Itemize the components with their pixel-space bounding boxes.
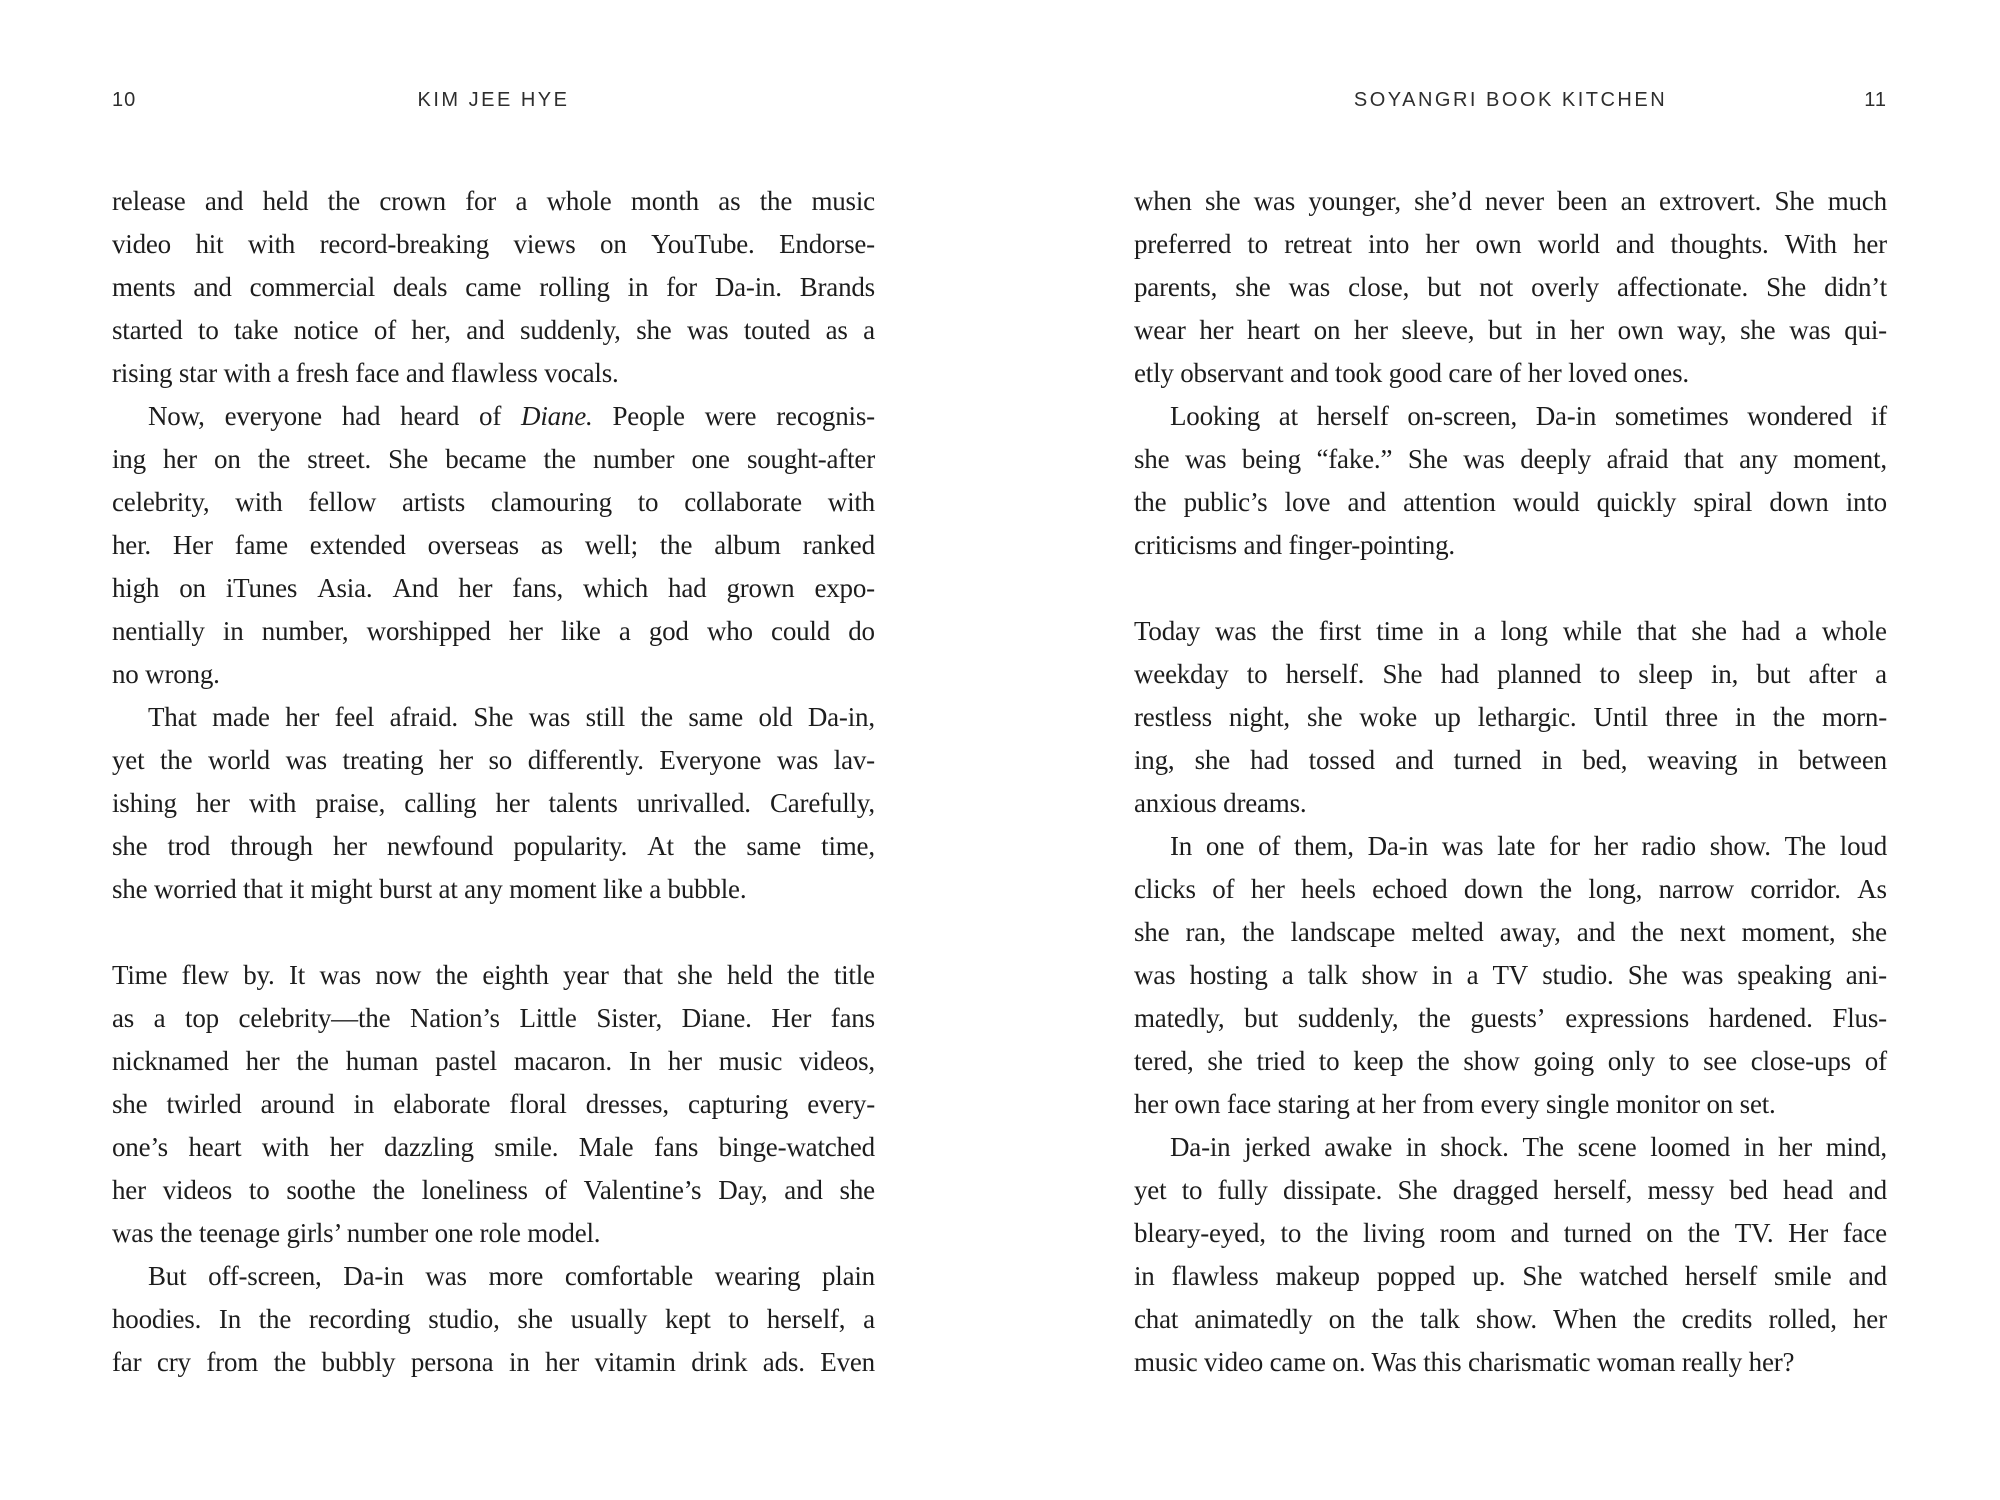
text-line: Today was the first time in a long while that she had a whole	[1134, 616, 1887, 646]
text-line: criticisms and finger-pointing.	[1134, 530, 1455, 560]
text-line: weekday to herself. She had planned to sleep in, but after a	[1134, 659, 1887, 689]
text-line: matedly, but suddenly, the guests’ expressions hardened. Flus-	[1134, 1003, 1887, 1033]
text-line: But off-screen, Da-in was more comfortable wearing plain	[148, 1261, 875, 1291]
paragraph	[112, 1255, 875, 1384]
text-line: ments and commercial deals came rolling in for Da-in. Brands	[112, 272, 875, 302]
text-line: when she was younger, she’d never been an extrovert. She much	[1134, 186, 1887, 216]
text-line: she worried that it might burst at any moment like a bubble.	[112, 874, 747, 904]
text-line: she ran, the landscape melted away, and the next moment, she	[1134, 917, 1887, 947]
text-line: one’s heart with her dazzling smile. Male fans binge-watched	[112, 1132, 875, 1162]
paragraph	[112, 954, 875, 1255]
paragraph	[112, 696, 875, 911]
text-line: her own face staring at her from every single monitor on set.	[1134, 1089, 1776, 1119]
text-line: video hit with record-breaking views on YouTube. Endorse-	[112, 229, 875, 259]
paragraph	[1134, 610, 1887, 825]
text-line: she trod through her newfound popularity. At the same time,	[112, 831, 875, 861]
text-line: tered, she tried to keep the show going only to see close-ups of	[1134, 1046, 1887, 1076]
paragraph	[1134, 825, 1887, 1126]
text-line: the public’s love and attention would quickly spiral down into	[1134, 487, 1887, 517]
text-line: Time flew by. It was now the eighth year that she held the title	[112, 960, 875, 990]
text-line: far cry from the bubbly persona in her vitamin drink ads. Even	[112, 1347, 875, 1377]
text-line: bleary-eyed, to the living room and turned on the TV. Her face	[1134, 1218, 1887, 1248]
text-line: In one of them, Da-in was late for her radio show. The loud	[1170, 831, 1887, 861]
text-line: celebrity, with fellow artists clamouring to collaborate with	[112, 487, 875, 517]
running-head-title: SOYANGRI BOOK KITCHEN	[1353, 89, 1668, 111]
text-line: etly observant and took good care of her loved ones.	[1134, 358, 1689, 388]
paragraph	[1134, 180, 1887, 395]
text-line: ing her on the street. She became the number one sought-after	[112, 444, 875, 474]
text-line: she twirled around in elaborate floral dresses, capturing every-	[112, 1089, 875, 1119]
text-line: she was being “fake.” She was deeply afraid that any moment,	[1134, 444, 1887, 474]
text-line: yet the world was treating her so differently. Everyone was lav-	[112, 745, 875, 775]
text-line: anxious dreams.	[1134, 788, 1307, 818]
text-line: her. Her fame extended overseas as well; the album ranked	[112, 530, 875, 560]
text-line: as a top celebrity—the Nation’s Little Sister, Diane. Her fans	[112, 1003, 875, 1033]
text-line: no wrong.	[112, 659, 220, 689]
text-line: hoodies. In the recording studio, she usually kept to herself, a	[112, 1304, 875, 1334]
paragraph	[1134, 395, 1887, 567]
text-line: clicks of her heels echoed down the long, narrow corridor. As	[1134, 874, 1887, 904]
text-line: That made her feel afraid. She was still the same old Da-in,	[148, 702, 875, 732]
text-line: nicknamed her the human pastel macaron. In her music videos,	[112, 1046, 875, 1076]
running-head-author: KIM JEE HYE	[417, 89, 570, 111]
text-line: wear her heart on her sleeve, but in her own way, she was qui-	[1134, 315, 1887, 345]
page-number-right: 11	[1864, 89, 1887, 111]
text-line: music video came on. Was this charismatic woman really her?	[1134, 1347, 1795, 1377]
paragraph	[112, 180, 875, 395]
text-line: was the teenage girls’ number one role model.	[112, 1218, 601, 1248]
text-line: rising star with a fresh face and flawless vocals.	[112, 358, 619, 388]
text-line: restless night, she woke up lethargic. Until three in the morn-	[1134, 702, 1887, 732]
text-line: release and held the crown for a whole month as the music	[112, 186, 875, 216]
text-line: her videos to soothe the loneliness of Valentine’s Day, and she	[112, 1175, 875, 1205]
text-line: parents, she was close, but not overly affectionate. She didn’t	[1134, 272, 1887, 302]
page-body-left	[112, 180, 875, 1384]
paragraph	[1134, 1126, 1887, 1384]
text-line: chat animatedly on the talk show. When the credits rolled, her	[1134, 1304, 1887, 1334]
text-line: preferred to retreat into her own world and thoughts. With her	[1134, 229, 1887, 259]
text-line: was hosting a talk show in a TV studio. She was speaking ani-	[1134, 960, 1887, 990]
text-line: ishing her with praise, calling her talents unrivalled. Carefully,	[112, 788, 875, 818]
text-line: started to take notice of her, and suddenly, she was touted as a	[112, 315, 875, 345]
text-line: ing, she had tossed and turned in bed, weaving in between	[1134, 745, 1887, 775]
text-line: Looking at herself on-screen, Da-in sometimes wondered if	[1170, 401, 1887, 431]
text-line: Now, everyone had heard of Diane. People were recognis-	[148, 401, 875, 431]
text-line: in flawless makeup popped up. She watched herself smile and	[1134, 1261, 1887, 1291]
page-body-right	[1134, 180, 1887, 1384]
text-line: yet to fully dissipate. She dragged herself, messy bed head and	[1134, 1175, 1887, 1205]
page-number-left: 10	[112, 89, 137, 111]
paragraph	[112, 395, 875, 696]
text-line: Da-in jerked awake in shock. The scene loomed in her mind,	[1170, 1132, 1887, 1162]
text-line: high on iTunes Asia. And her fans, which had grown expo-	[112, 573, 875, 603]
text-line: nentially in number, worshipped her like a god who could do	[112, 616, 875, 646]
